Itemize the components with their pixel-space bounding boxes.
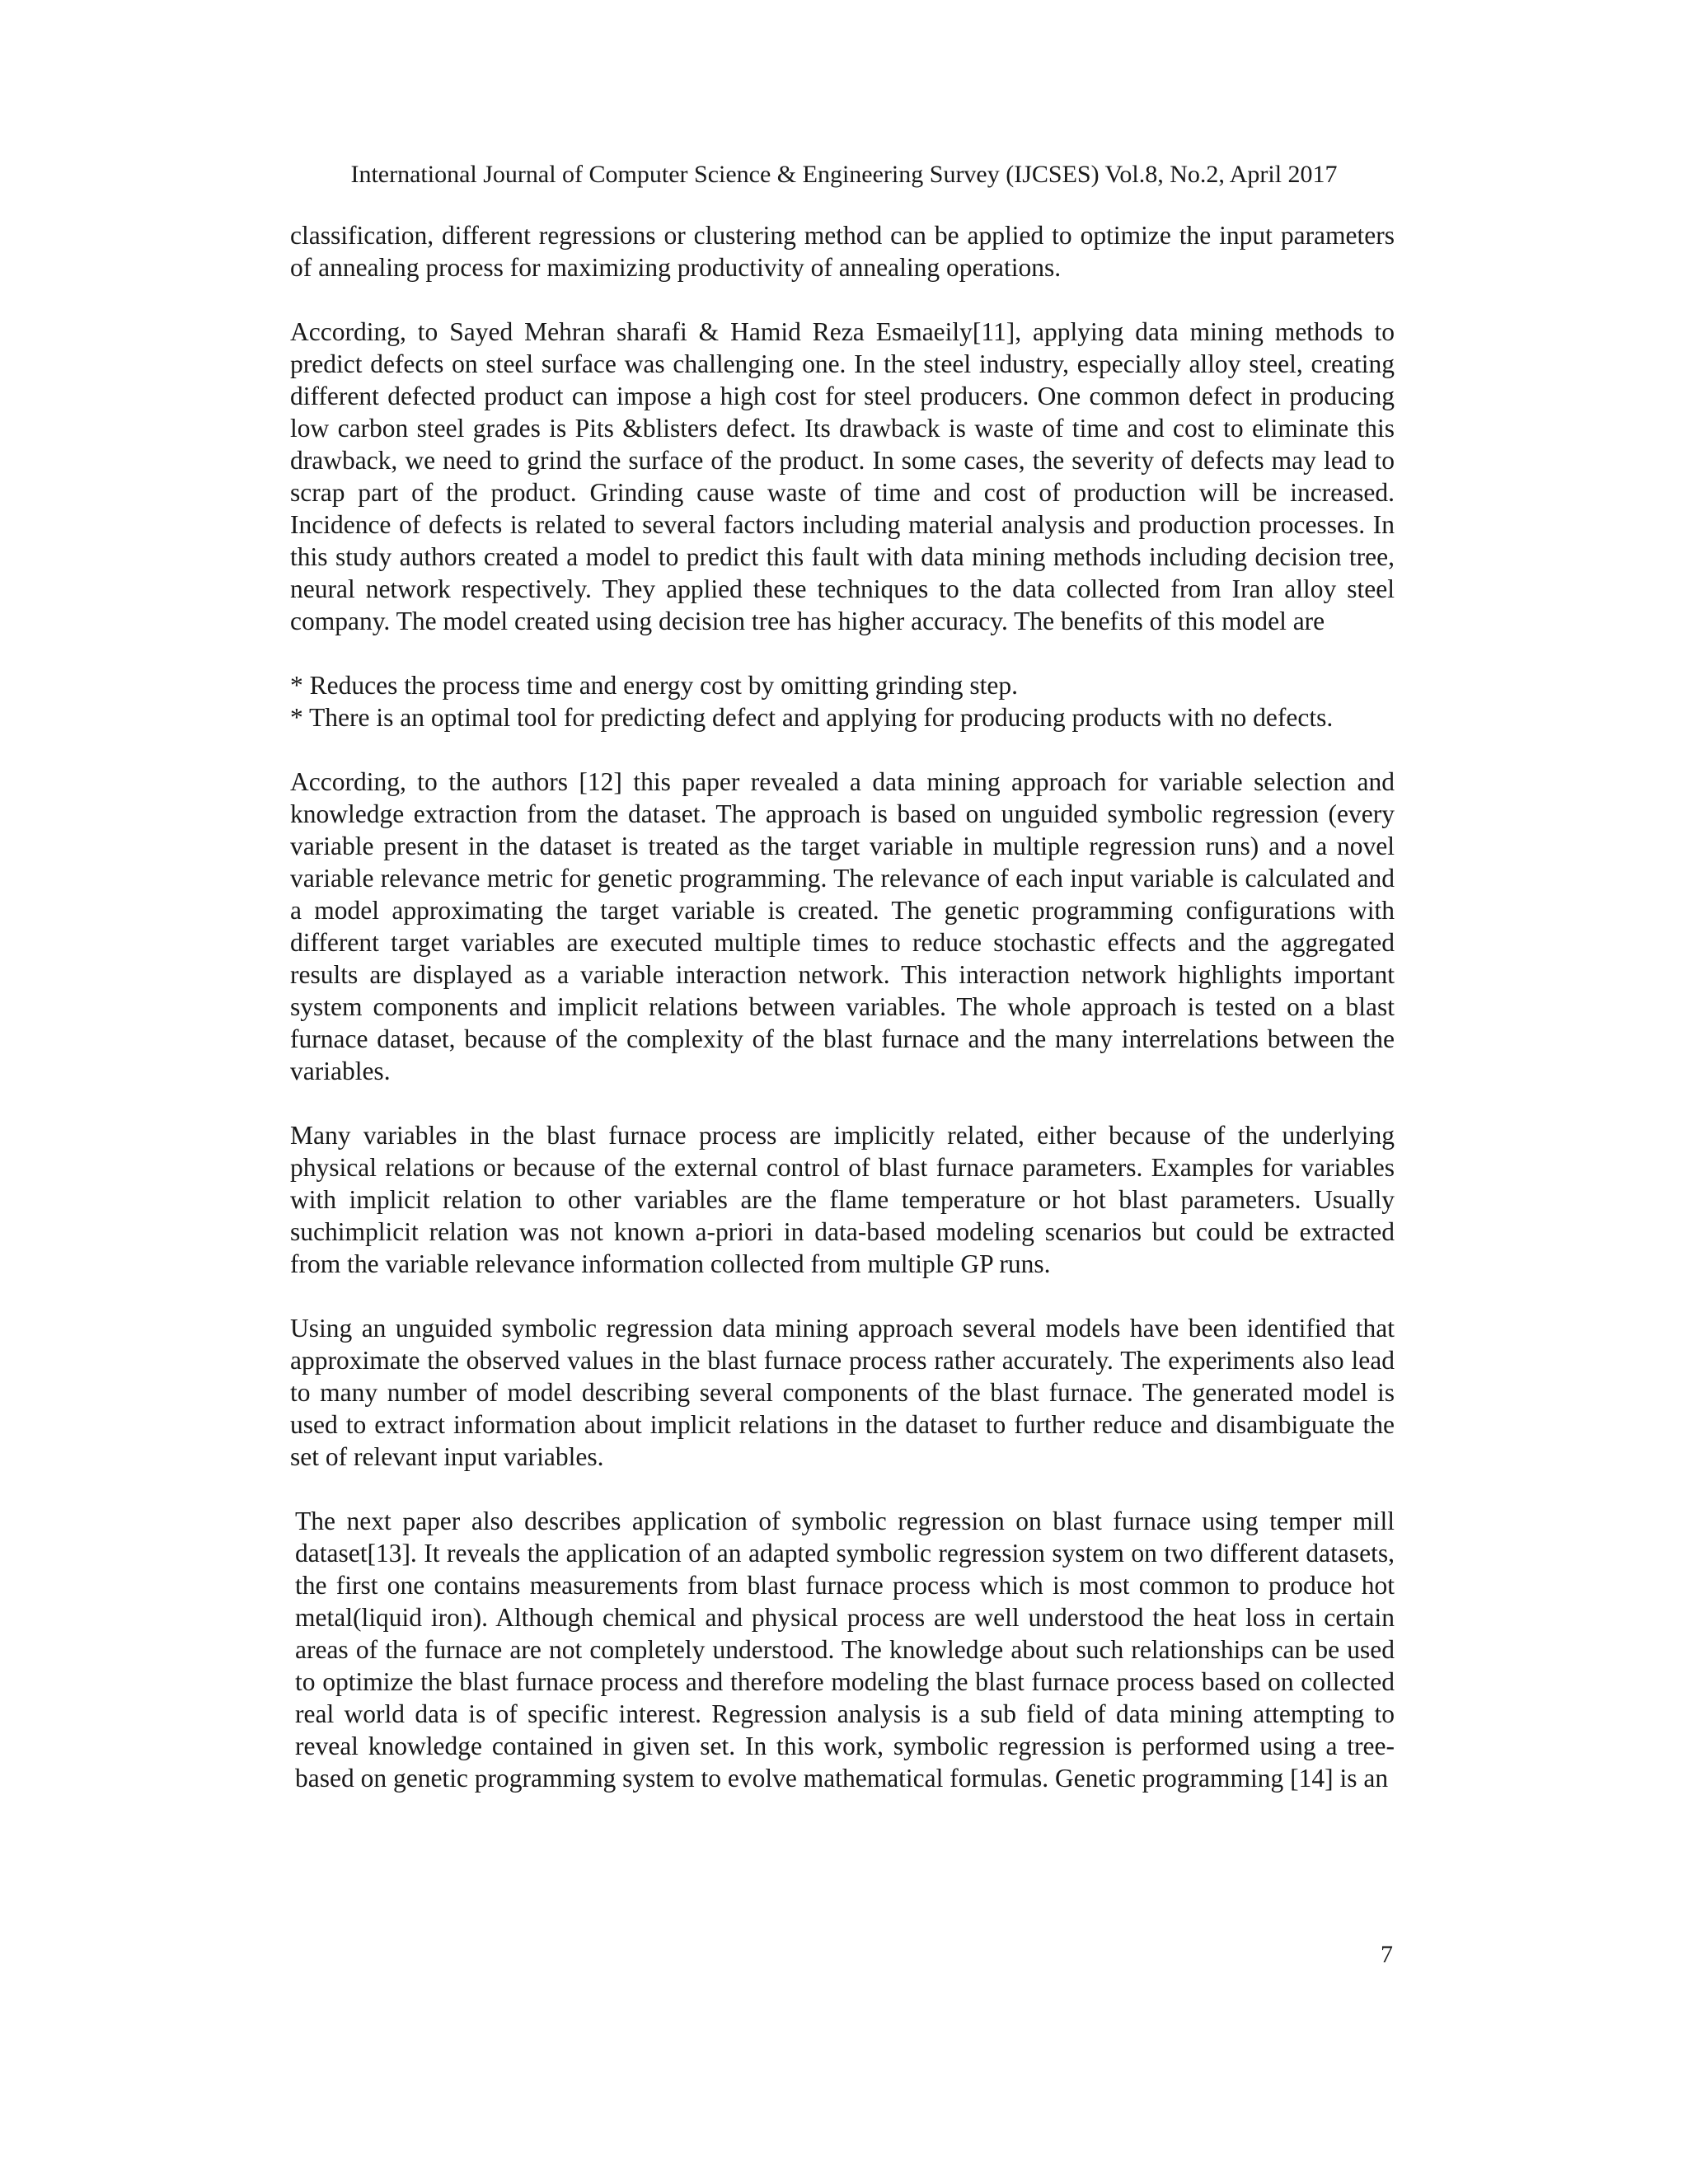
list-item: * Reduces the process time and energy cost by omitting grinding step.: [290, 671, 1018, 700]
paragraph-implicit-relations: Many variables in the blast furnace process are implicitly related, either because of the underlying physical relations or because of the external control of blast furnace parameters. Examples for variables with implicit relation to other variables are the flame temperature or hot blast parameters. Usually suchimplicit relation was not known a-priori in data-based modeling scenarios but could be extracted from the variable relevance information collected from multiple GP runs.: [290, 1121, 1395, 1278]
paragraph-annealing-continuation: classification, different regressions or clustering method can be applied to optimize the input parameters of annealing process for maximizing productivity of annealing operations.: [290, 221, 1395, 282]
benefits-list: [290, 669, 1395, 733]
paragraph-variable-selection: According, to the authors [12] this paper revealed a data mining approach for variable selection and knowledge extraction from the dataset. The approach is based on unguided symbolic regression (every variable present in the dataset is treated as the target variable in multiple regression runs) and a novel variable relevance metric for genetic programming. The relevance of each input variable is calculated and a model approximating the target variable is created. The genetic programming configurations with different target variables are executed multiple times to reduce stochastic effects and the aggregated results are displayed as a variable interaction network. This interaction network highlights important system components and implicit relations between variables. The whole approach is tested on a blast furnace dataset, because of the complexity of the blast furnace and the many interrelations between the variables.: [290, 767, 1395, 1085]
paragraph-temper-mill: The next paper also describes application of symbolic regression on blast furnace using temper mill dataset[13]. It reveals the application of an adapted symbolic regression system on two different datasets, the first one contains measurements from blast furnace process which is most common to produce hot metal(liquid iron). Although chemical and physical process are well understood the heat loss in certain areas of the furnace are not completely understood. The knowledge about such relationships can be used to optimize the blast furnace process and therefore modeling the blast furnace process based on collected real world data is of specific interest. Regression analysis is a sub field of data mining attempting to reveal knowledge contained in given set. In this work, symbolic regression is performed using a tree-based on genetic programming system to evolve mathematical formulas. Genetic programming [14] is an: [295, 1507, 1395, 1793]
page-body: [290, 219, 1395, 1794]
list-item: * There is an optimal tool for predicting defect and applying for producing products with no defects.: [290, 703, 1334, 732]
running-header: International Journal of Computer Science & Engineering Survey (IJCSES) Vol.8, No.2, April 2017: [350, 161, 1338, 188]
paragraph-unguided-regression: Using an unguided symbolic regression data mining approach several models have been identified that approximate the observed values in the blast furnace process rather accurately. The experiments also lead to many number of model describing several components of the blast furnace. The generated model is used to extract information about implicit relations in the dataset to further reduce and disambiguate the set of relevant input variables.: [290, 1314, 1395, 1471]
page-number: 7: [1381, 1941, 1393, 1968]
paragraph-steel-surface-defects: According, to Sayed Mehran sharafi & Hamid Reza Esmaeily[11], applying data mining methods to predict defects on steel surface was challenging one. In the steel industry, especially alloy steel, creating different defected product can impose a high cost for steel producers. One common defect in producing low carbon steel grades is Pits &blisters defect. Its drawback is waste of time and cost to eliminate this drawback, we need to grind the surface of the product. In some cases, the severity of defects may lead to scrap part of the product. Grinding cause waste of time and cost of production will be increased. Incidence of defects is related to several factors including material analysis and production processes. In this study authors created a model to predict this fault with data mining methods including decision tree, neural network respectively. They applied these techniques to the data collected from Iran alloy steel company. The model created using decision tree has higher accuracy. The benefits of this model are: [290, 317, 1395, 635]
